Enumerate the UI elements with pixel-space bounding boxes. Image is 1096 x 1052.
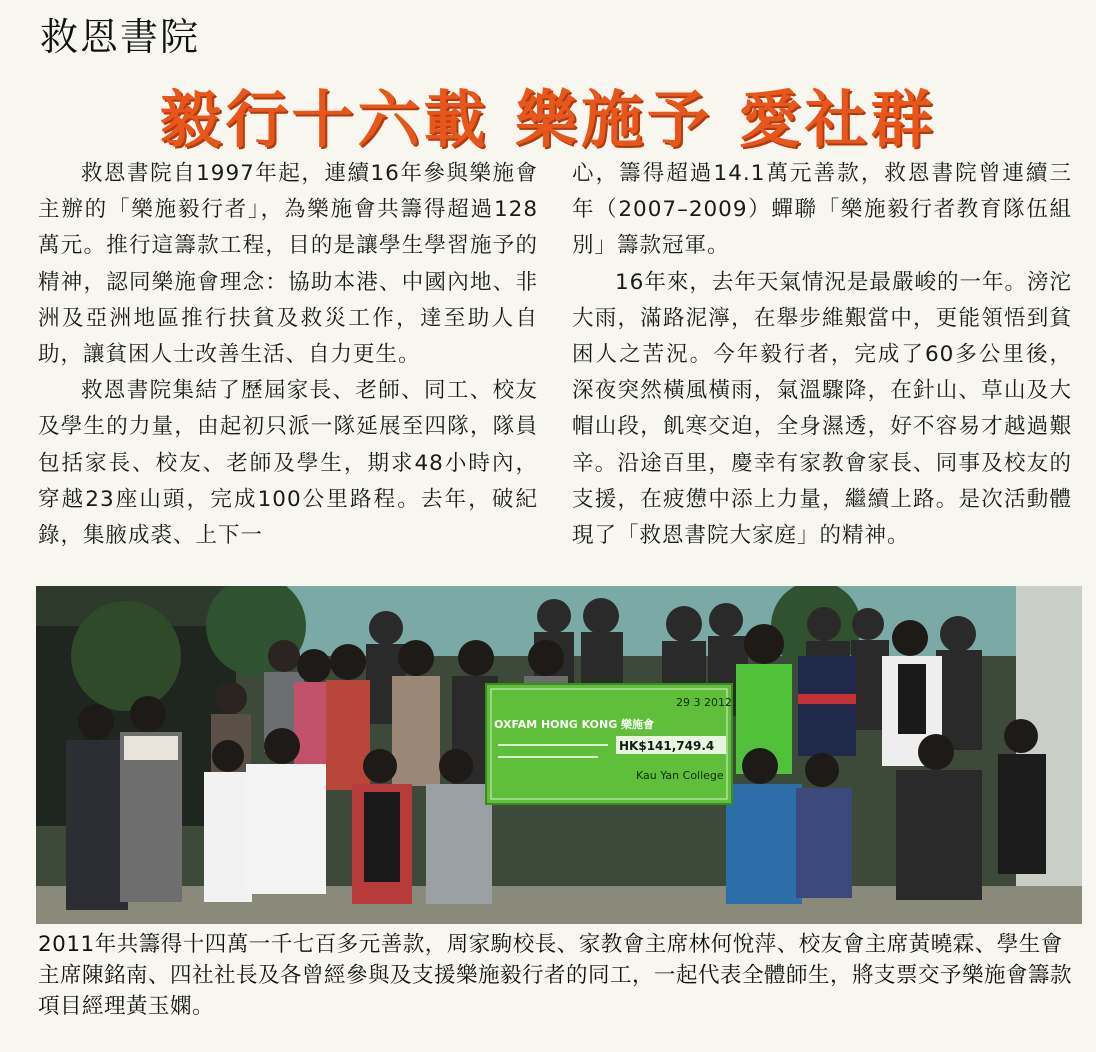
article-paragraph-1: 救恩書院自1997年起，連續16年參與樂施會主辦的「樂施毅行者」，為樂施會共籌得超過128萬元。推行這籌款工程，目的是讓學生學習施予的精神，認同樂施會理念：協助本港、中國內地、非洲及亞洲地區推行扶貧及救災工作，達至助人自助，讓貧困人士改善生活、自力更生。: [38, 161, 538, 368]
cheque-board: [486, 684, 732, 804]
photo-caption: 2011年共籌得十四萬一千七百多元善款，周家駒校長、家教會主席林何悅萍、校友會主席黃曉霖、學生會主席陳銘南、四社社長及各曾經參與及支援樂施毅行者的同工，一起代表全體師生，將支票交予樂施會籌款項目經理黃玉嫻。: [38, 932, 1073, 1019]
school-name: 救恩書院: [40, 15, 201, 59]
article-column-left: [38, 156, 538, 554]
article-paragraph-2-continued: 心，籌得超過14.1萬元善款，救恩書院曾連續三年（2007–2009）蟬聯「樂施毅行者教育隊伍組別」籌款冠軍。: [572, 161, 1072, 259]
article-column-right: [572, 156, 1072, 554]
cheque-amount: HK$141,749.4: [619, 739, 715, 753]
group-photo: [36, 586, 1082, 924]
article-paragraph-2: 救恩書院集結了歷屆家長、老師、同工、校友及學生的力量，由起初只派一隊延展至四隊，隊員包括家長、校友、老師及學生，期求48小時內，穿越23座山頭，完成100公里路程。去年，破紀錄，集腋成裘、上下一: [38, 378, 538, 549]
article-paragraph-3: 16年來，去年天氣情況是最嚴峻的一年。滂沱大雨，滿路泥濘，在舉步維艱當中，更能領悟到貧困人之苦況。今年毅行者，完成了60多公里後，深夜突然橫風橫雨，氣溫驟降，在針山、草山及大帽山段，飢寒交迫，全身濕透，好不容易才越過艱辛。沿途百里，慶幸有家教會家長、同事及校友的支援，在疲憊中添上力量，繼續上路。是次活動體現了「救恩書院大家庭」的精神。: [572, 269, 1072, 549]
cheque-date: 29 3 2012: [676, 696, 732, 709]
headline: 毅行十六載 樂施予 愛社群: [159, 83, 937, 156]
cheque-payer: Kau Yan College: [636, 769, 724, 782]
cheque-org: OXFAM HONG KONG 樂施會: [494, 718, 655, 731]
